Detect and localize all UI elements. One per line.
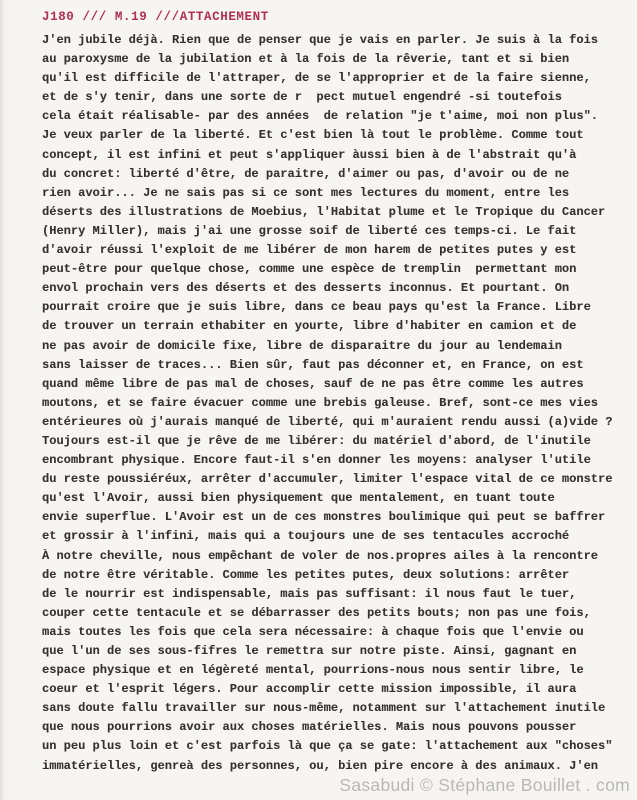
text-line: Je veux parler de la liberté. Et c'est bien là tout le problème. Comme tout — [42, 128, 584, 143]
text-line: de notre être véritable. Comme les petites putes, deux solutions: arrêter — [42, 567, 570, 582]
text-line: envie superflue. L'Avoir est un de ces monstres boulimique qui peut se baffrer — [42, 510, 606, 525]
text-line: du concret: liberté d'être, de paraitre, d'aimer ou pas, d'avoir ou de ne — [42, 166, 570, 181]
text-line: concept, il est infini et peut s'appliquer àussi bien à de l'abstrait qu'à — [42, 147, 577, 162]
text-line: entérieures où j'aurais manqué de liberté, qui m'auraient rendu aussi (a)vide ? — [42, 414, 613, 429]
body-text — [42, 31, 619, 776]
text-line: espace physique et en légèreté mental, pourrions-nous nous sentir libre, le — [42, 663, 584, 678]
text-line: moutons, et se faire évacuer comme une brebis galeuse. Bref, sont-ce mes vies — [42, 395, 599, 410]
text-line: de trouver un terrain ethabiter en yourte, libre d'habiter en camion et de — [42, 319, 577, 334]
text-line: quand même libre de pas mal de choses, sauf de ne pas être comme les autres — [42, 376, 584, 391]
watermark-credit: Sasabudi © Stéphane Bouillet . com — [339, 775, 630, 795]
text-line: J'en jubile déjà. Rien que de penser que je vais en parler. Je suis à la fois — [42, 33, 599, 47]
text-line: du reste poussiéréux, arrêter d'accumuler, limiter l'espace vital de ce monstre — [42, 472, 613, 487]
text-line: que l'un de ses sous-fifres le remettra sur notre piste. Ainsi, gagnant en — [42, 644, 577, 658]
text-line: de le nourrir est indispensable, mais pas suffisant: il nous faut le tuer, — [42, 586, 577, 601]
text-line: coeur et l'esprit légers. Pour accomplir cette mission impossible, il aura — [42, 682, 577, 697]
text-line: qu'est l'Avoir, aussi bien physiquement que mentalement, en tuant toute — [42, 491, 555, 506]
text-line: que nous pourrions avoir aux choses matérielles. Mais nous pouvons pousser — [42, 720, 577, 735]
text-line: rien avoir... Je ne sais pas si ce sont mes lectures du moment, entre les — [42, 185, 570, 200]
text-line: immatérielles, genreà des personnes, ou, bien pire encore à des animaux. J'en — [42, 758, 599, 773]
text-line: encombrant physique. Encore faut-il s'en donner les moyens: analyser l'utile — [42, 453, 591, 468]
text-line: d'avoir réussi l'exploit de me libérer de mon harem de petites putes y est — [42, 243, 577, 258]
page-title: J180 /// M.19 ///ATTACHEMENT — [42, 10, 269, 24]
text-line: sans doute fallu travailler sur nous-même, notamment sur l'attachement inutile — [42, 701, 606, 716]
text-line: cela était réalisable- par des années de relation "je t'aime, moi non plus". — [42, 109, 599, 124]
text-line: qu'il est difficile de l'attraper, de se l'approprier et de la faire sienne, — [42, 71, 591, 86]
text-line: sans laisser de traces... Bien sûr, faut pas déconner et, en France, on est — [42, 357, 584, 372]
text-line: déserts des illustrations de Moebius, l'Habitat plume et le Tropique du Cancer — [42, 204, 606, 219]
text-line: peut-être pour quelque chose, comme une espèce de tremplin permettant mon — [42, 262, 577, 277]
text-line: (Henry Miller), mais j'ai une grosse soif de liberté ces temps-ci. Le fait — [42, 223, 577, 238]
text-line: envol prochain vers des déserts et des desserts inconnus. Et pourtant. On — [42, 281, 570, 296]
text-line: au paroxysme de la jubilation et à la fois de la rêverie, tant et si bien — [42, 52, 570, 67]
text-line: et grossir à l'infini, mais qui a toujours une de ses tentacules accroché — [42, 529, 570, 544]
text-line: ne pas avoir de domicile fixe, libre de disparaitre du jour au lendemain — [42, 338, 562, 353]
text-line: couper cette tentacule et se débarrasser des petits bouts; non pas une fois, — [42, 605, 591, 620]
text-line: un peu plus loin et c'est parfois là que ça se gate: l'attachement aux "choses" — [42, 739, 613, 754]
text-line: mais toutes les fois que cela sera nécessaire: à chaque fois que l'envie ou — [42, 624, 584, 639]
text-line: pourrait croire que je suis libre, dans ce beau pays qu'est la France. Libre — [42, 300, 591, 315]
text-line: À notre cheville, nous empêchant de voler de nos.propres ailes à la rencontre — [42, 548, 599, 563]
text-line: Toujours est-il que je rêve de me libérer: du matériel d'abord, de l'inutile — [42, 433, 591, 448]
text-line: et de s'y tenir, dans une sorte de r pect mutuel engendré -si toutefois — [42, 90, 562, 105]
